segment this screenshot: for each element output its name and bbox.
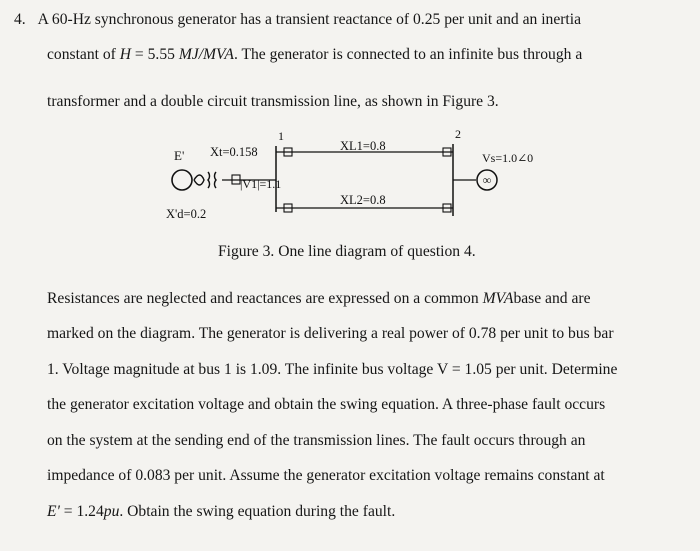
figure-caption: Figure 3. One line diagram of question 4. — [218, 243, 476, 260]
label-v1: |V1|=1.1 — [240, 177, 282, 191]
body-line-2: marked on the diagram. The generator is delivering a real power of 0.78 per unit to bus bar — [47, 325, 614, 342]
body-line-7: E' = 1.24pu. Obtain the swing equation during the fault. — [47, 503, 396, 520]
label-bus-2: 2 — [455, 127, 461, 141]
body-line-1: Resistances are neglected and reactances are expressed on a common MVAbase and are — [47, 290, 591, 307]
body-line-5: on the system at the sending end of the transmission lines. The fault occurs through an — [47, 432, 586, 449]
label-xd: X'd=0.2 — [166, 207, 207, 221]
label-xt: Xt=0.158 — [210, 145, 258, 159]
body-line-4: the generator excitation voltage and obtain the swing equation. A three-phase fault occurs — [47, 396, 606, 413]
question-line-3: transformer and a double circuit transmission line, as shown in Figure 3. — [47, 93, 499, 110]
question-text-1: A 60-Hz synchronous generator has a transient reactance of 0.25 per unit and an inertia — [37, 11, 582, 28]
question-number: 4. — [14, 11, 26, 28]
label-xl1: XL1=0.8 — [340, 139, 386, 153]
one-line-diagram — [150, 122, 570, 232]
transformer-coil-1 — [208, 172, 210, 188]
label-vbus: Vs=1.0∠0 — [482, 151, 534, 165]
generator-symbol — [172, 170, 192, 190]
question-line-2: constant of H = 5.55 MJ/MVA. The generator is connected to an infinite bus through a — [47, 46, 583, 63]
label-e-prime: E' — [174, 148, 185, 163]
label-xl2: XL2=0.8 — [340, 193, 386, 207]
transformer-primary-coil — [194, 175, 204, 185]
body-line-6: impedance of 0.083 per unit. Assume the generator excitation voltage remains constant at — [47, 467, 605, 484]
question-line-1 — [14, 10, 684, 30]
infinite-symbol: ∞ — [482, 173, 492, 187]
body-line-3: 1. Voltage magnitude at bus 1 is 1.09. The infinite bus voltage V = 1.05 per unit. Determine — [47, 361, 618, 378]
transformer-coil-2 — [214, 172, 216, 188]
label-bus-1: 1 — [278, 129, 284, 143]
